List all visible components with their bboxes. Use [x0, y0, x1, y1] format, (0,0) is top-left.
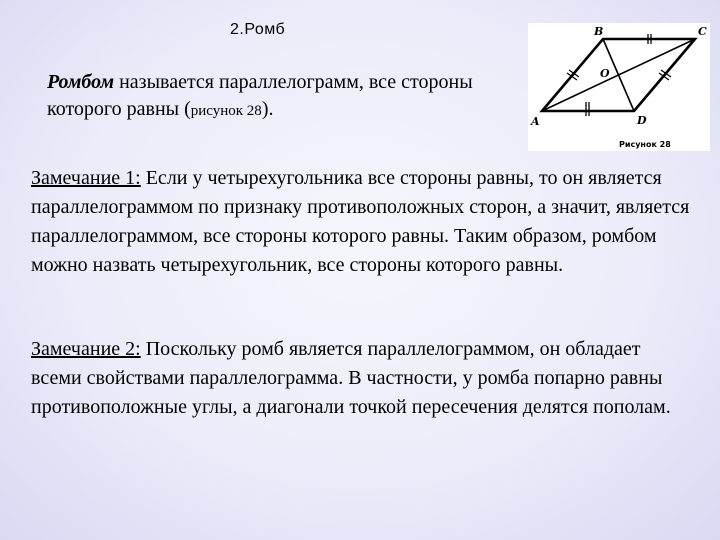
vertex-label-d: D — [637, 114, 647, 127]
slide-heading: 2.Ромб — [230, 21, 286, 38]
vertex-label-a: A — [531, 115, 540, 128]
remark-2-text: Поскольку ромб является параллелограммом, он обладает всеми свойствами параллелограмма. В частности, у ромба попарно равны противоположные углы, а диагонали точкой пересечения делятся пополам. — [31, 338, 671, 418]
rhombus-figure — [528, 23, 710, 151]
remark-2 — [31, 335, 691, 422]
rhombus-shape — [542, 34, 695, 116]
definition-body: называется параллелограмм, все стороны которого равны ( — [47, 71, 473, 120]
vertex-label-b: B — [594, 25, 604, 38]
remark-2-label: Замечание 2: — [31, 338, 141, 360]
definition-term: Ромбом — [47, 71, 115, 93]
figure-reference: рисунок 28 — [190, 103, 262, 119]
definition-text — [47, 69, 487, 125]
rhombus-diagram — [528, 23, 710, 151]
remark-1 — [31, 164, 691, 280]
definition-end: ). — [261, 98, 274, 120]
remark-1-text: Если у четырехугольника все стороны равны, то он является параллелограммом по признаку противоположных сторон, а значит, является параллелограммом, все стороны которого равны. Таким образом, ромбом можно назвать четырехугольник, все стороны которого равны. — [31, 167, 690, 276]
remark-1-label: Замечание 1: — [31, 167, 141, 189]
vertex-label-c: C — [698, 25, 707, 38]
figure-caption: Рисунок 28 — [619, 140, 671, 149]
center-label-o: O — [600, 67, 610, 80]
